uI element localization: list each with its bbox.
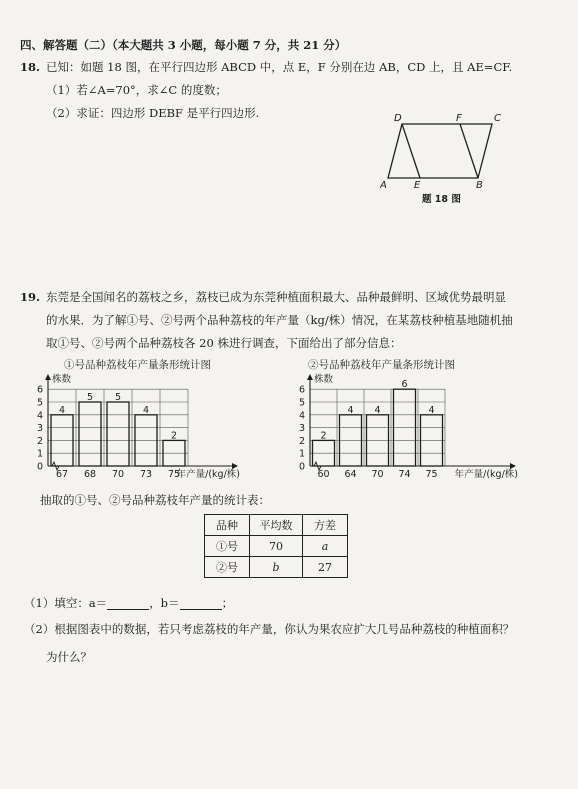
q18-prompt: 已知：如题 18 图，在平行四边形 ABCD 中，点 E，F 分别在边 AB，CD 上，且 AE=CF. xyxy=(46,60,513,74)
q19-part2-line2: 为什么？ xyxy=(46,650,92,664)
x-axis-title: 年产量/(kg/株) xyxy=(176,469,240,480)
label-e: E xyxy=(414,180,421,191)
bar-value-label: 4 xyxy=(428,404,435,416)
x-tick-label: 70 xyxy=(111,469,125,480)
figure-caption: 题 18 图 xyxy=(422,194,461,205)
x-tick-label: 70 xyxy=(371,469,384,480)
label-d: D xyxy=(394,113,402,124)
section-heading: 四、解答题（二）（本大题共 3 小题，每小题 7 分，共 21 分） xyxy=(20,38,347,52)
stats-table xyxy=(204,514,348,578)
x-tick-label: 75 xyxy=(167,469,181,480)
header-variance: 方差 xyxy=(303,515,348,536)
y-tick-label: 4 xyxy=(36,410,43,422)
q19-line1: 东莞是全国闻名的荔枝之乡，荔枝已成为东莞种植面积最大、品种最鲜明、区域优势最明显 xyxy=(46,290,506,304)
bar-value-label: 4 xyxy=(142,404,150,416)
parallelogram-abcd xyxy=(388,124,492,178)
y-tick-label: 0 xyxy=(298,461,305,473)
table-header-row xyxy=(205,515,348,536)
x-tick-label: 67 xyxy=(55,469,69,480)
answer-blank-a[interactable] xyxy=(107,598,149,610)
y-tick-label: 3 xyxy=(298,423,305,435)
fill-mid: ，b＝ xyxy=(149,596,180,610)
q19-line3: 取①号、②号两个品种荔枝各 20 株进行调查，下面给出了部分信息： xyxy=(46,336,402,350)
row1-variance: a xyxy=(303,536,348,557)
q19-part2-line1: （2）根据图表中的数据，若只考虑荔枝的年产量，你认为果农应扩大几号品种荔枝的种植面积？ xyxy=(24,622,515,636)
bar-value-label: 4 xyxy=(374,404,381,416)
q19-number: 19. xyxy=(20,290,41,304)
y-axis-arrow xyxy=(307,374,313,380)
q18-number: 18. xyxy=(20,60,41,74)
fill-in-line xyxy=(24,596,233,610)
q19-line2: 的水果．为了解①号、②号两个品种荔枝的年产量（kg/株）情况，在某荔枝种植基地随机抽 xyxy=(46,313,513,327)
row2-variance: 27 xyxy=(303,557,348,578)
bar-value-label: 2 xyxy=(320,430,327,442)
table-row xyxy=(205,557,348,578)
segment-de xyxy=(402,124,420,178)
y-axis-arrow xyxy=(45,374,51,380)
y-tick-label: 5 xyxy=(36,397,43,409)
fill-prefix: （1）填空：a＝ xyxy=(24,596,108,610)
bar-value-label: 2 xyxy=(170,430,178,442)
y-tick-label: 6 xyxy=(36,384,43,396)
y-tick-label: 3 xyxy=(36,423,43,435)
table-intro: 抽取的①号、②号品种荔枝年产量的统计表： xyxy=(40,493,270,507)
table-row xyxy=(205,536,348,557)
label-b: B xyxy=(476,180,483,191)
bar xyxy=(107,402,129,466)
chart1 xyxy=(34,372,302,490)
label-a: A xyxy=(380,180,387,191)
segment-fb xyxy=(460,124,478,178)
row2-variety: ②号 xyxy=(205,557,250,578)
bar-value-label: 5 xyxy=(86,392,94,403)
y-tick-label: 1 xyxy=(298,448,305,460)
y-tick-label: 2 xyxy=(298,435,305,447)
x-tick-label: 75 xyxy=(425,469,438,480)
x-tick-label: 73 xyxy=(139,469,153,480)
fill-suffix: ； xyxy=(221,596,234,610)
q18-figure xyxy=(380,110,510,205)
chart2 xyxy=(290,372,572,490)
y-tick-label: 5 xyxy=(298,397,305,409)
bar-value-label: 6 xyxy=(401,379,408,391)
q18-part1: （1）若∠A=70°，求∠C 的度数； xyxy=(46,83,227,97)
x-axis-title: 年产量/(kg/株) xyxy=(454,469,518,480)
y-tick-label: 1 xyxy=(36,448,43,460)
x-tick-label: 68 xyxy=(83,469,97,480)
bar xyxy=(79,402,101,466)
y-tick-label: 0 xyxy=(36,461,43,473)
header-variety: 品种 xyxy=(205,515,250,536)
y-tick-label: 2 xyxy=(36,435,43,447)
y-axis-title: 株数 xyxy=(314,374,334,385)
y-tick-label: 4 xyxy=(298,410,305,422)
row2-mean: b xyxy=(250,557,303,578)
x-tick-label: 74 xyxy=(398,469,411,480)
q18-part2: （2）求证：四边形 DEBF 是平行四边形. xyxy=(46,106,260,120)
x-tick-label: 64 xyxy=(344,469,357,480)
chart1-title: ①号品种荔枝年产量条形统计图 xyxy=(64,359,211,371)
header-mean: 平均数 xyxy=(250,515,303,536)
answer-blank-b[interactable] xyxy=(180,598,222,610)
label-c: C xyxy=(494,113,501,124)
bar-value-label: 5 xyxy=(114,392,122,403)
bar-value-label: 4 xyxy=(58,404,66,416)
label-f: F xyxy=(456,113,462,124)
chart2-title: ②号品种荔枝年产量条形统计图 xyxy=(308,359,455,371)
row1-variety: ①号 xyxy=(205,536,250,557)
row1-mean: 70 xyxy=(250,536,303,557)
y-axis-title: 株数 xyxy=(52,374,72,385)
bar-value-label: 4 xyxy=(347,404,354,416)
x-tick-label: 60 xyxy=(317,469,330,480)
y-tick-label: 6 xyxy=(298,384,305,396)
